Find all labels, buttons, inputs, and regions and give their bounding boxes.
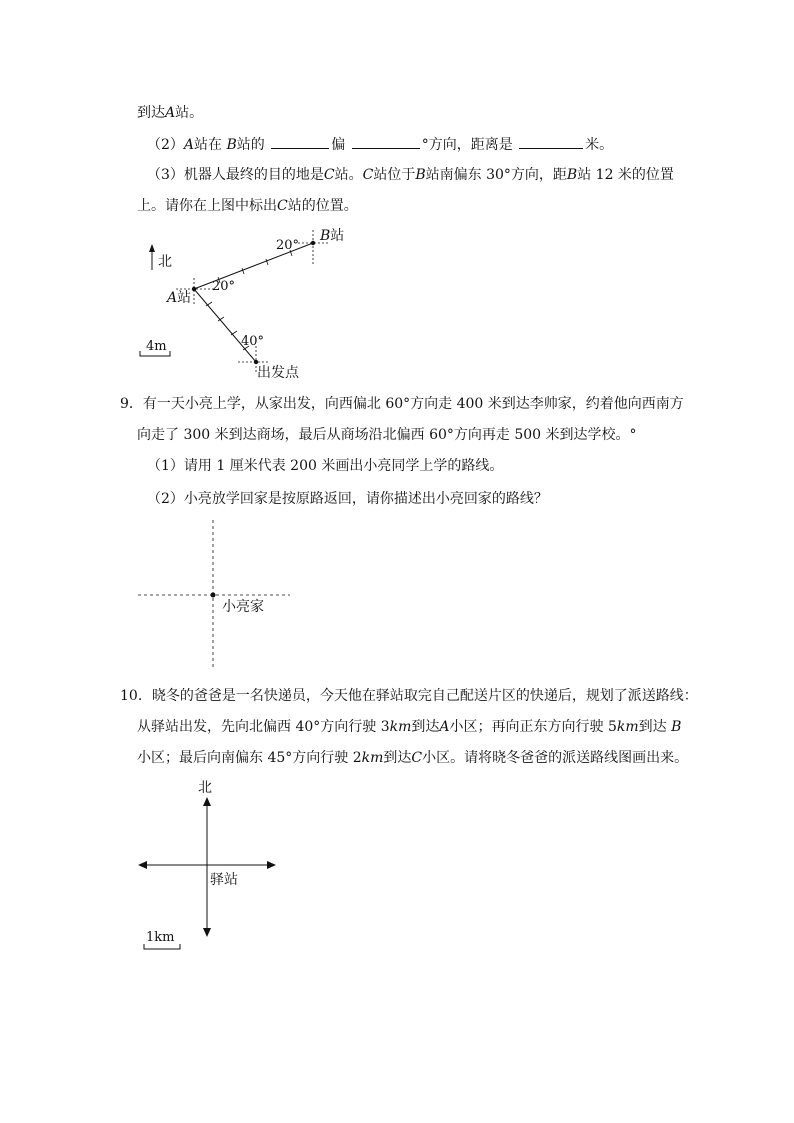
q9-line1: 9．有一天小亮上学，从家出发，向西偏北 60°方向走 400 米到达李帅家，约着他向西南方	[120, 396, 684, 412]
text: 小区。请将晓冬爸爸的派送路线图画出来。	[422, 750, 689, 766]
text: °方向，距离是	[421, 137, 513, 153]
label-b-text: 站	[330, 228, 345, 244]
var-c: C	[411, 750, 423, 766]
text: 从驿站出发，先向北偏西 40°方向行驶 3	[137, 719, 390, 735]
var-b: B	[671, 719, 682, 735]
var-a: A	[165, 105, 176, 121]
segment-start-to-a	[194, 289, 256, 362]
q10-line1: 10．晓冬的爸爸是一名快递员，今天他在驿站取完自己配送片区的快递后，规划了派送路线：	[120, 688, 698, 704]
q10-scale-label: 1km	[146, 930, 175, 945]
text: 到达	[383, 750, 412, 766]
q9-part1: （1）请用 1 厘米代表 200 米画出小亮同学上学的路线。	[147, 458, 504, 474]
var-b: B	[415, 167, 426, 183]
text: （3）机器人最终的目的地是	[147, 167, 324, 183]
label-a-var: A	[167, 290, 178, 306]
q8-part2	[147, 134, 613, 155]
q10-station-label: 驿站	[210, 872, 238, 888]
text: 站。	[175, 105, 204, 121]
text: 站。	[334, 167, 363, 183]
text: 到达	[137, 105, 165, 121]
arrow-up-icon	[203, 797, 211, 806]
var-b: B	[226, 137, 237, 153]
arrow-right-icon	[267, 861, 276, 869]
label-a	[165, 289, 191, 306]
unit-km: km	[361, 750, 384, 766]
var-a: A	[439, 719, 450, 735]
blank-direction[interactable]	[271, 134, 329, 149]
label-b	[319, 227, 344, 244]
var-b: B	[566, 167, 578, 183]
q10-line3	[137, 748, 688, 768]
text: 站南偏东 30°方向，距	[425, 167, 567, 183]
unit-km: km	[389, 719, 412, 735]
text: 小区；再向正东方向行驶 5	[449, 719, 617, 735]
var-a: A	[183, 137, 195, 153]
text: 偏	[331, 137, 346, 153]
q9-line2: 向走了 300 米到达商场，最后从商场沿北偏西 60°方向再走 500 米到达学校。°	[137, 427, 637, 443]
q8-line-arrive-a	[137, 103, 203, 123]
q8-route-figure	[130, 222, 360, 382]
unit-km: km	[616, 719, 639, 735]
var-c: C	[362, 167, 374, 183]
arrow-down-icon	[203, 928, 211, 937]
q9-home-point	[211, 593, 216, 598]
text: 站的位置。	[287, 198, 358, 214]
q9-part2: （2）小亮放学回家是按原路返回，请你描述出小亮回家的路线？	[147, 491, 548, 507]
text: 小区；最后向南偏东 45°方向行驶 2	[137, 750, 362, 766]
label-b-var: B	[320, 228, 331, 244]
text: 站位于	[373, 167, 416, 183]
label-start: 出发点	[257, 365, 299, 381]
var-c: C	[323, 167, 335, 183]
scale-label: 4m	[146, 339, 167, 354]
north-arrow-icon	[149, 244, 155, 270]
q10-figure	[130, 775, 290, 955]
text: 到达	[411, 719, 440, 735]
point-a	[192, 287, 196, 291]
blank-distance[interactable]	[519, 134, 583, 149]
angle-a-label: 20°	[212, 279, 236, 294]
text: 站 12 米的位置	[577, 167, 674, 183]
point-b	[311, 241, 315, 245]
q8-part3	[147, 165, 674, 185]
text: 站在	[194, 137, 223, 153]
text: （2）	[147, 137, 184, 153]
var-c: C	[277, 198, 288, 214]
q8-part3-line2	[137, 196, 358, 216]
q9-home-label: 小亮家	[222, 599, 264, 615]
north-label: 北	[158, 254, 172, 270]
arrow-left-icon	[138, 861, 147, 869]
text: 到达	[638, 719, 667, 735]
text: 站的	[236, 137, 265, 153]
angle-b-label: 20°	[276, 238, 300, 253]
angle-start-label: 40°	[241, 334, 265, 349]
q10-north-label: 北	[198, 780, 212, 796]
label-a-text: 站	[177, 290, 192, 306]
text: 上。请你在上图中标出	[137, 198, 277, 214]
text: 米。	[585, 137, 614, 153]
blank-angle[interactable]	[352, 134, 420, 149]
point-start	[254, 360, 258, 364]
q10-line2	[137, 717, 681, 737]
q9-figure	[130, 518, 300, 673]
